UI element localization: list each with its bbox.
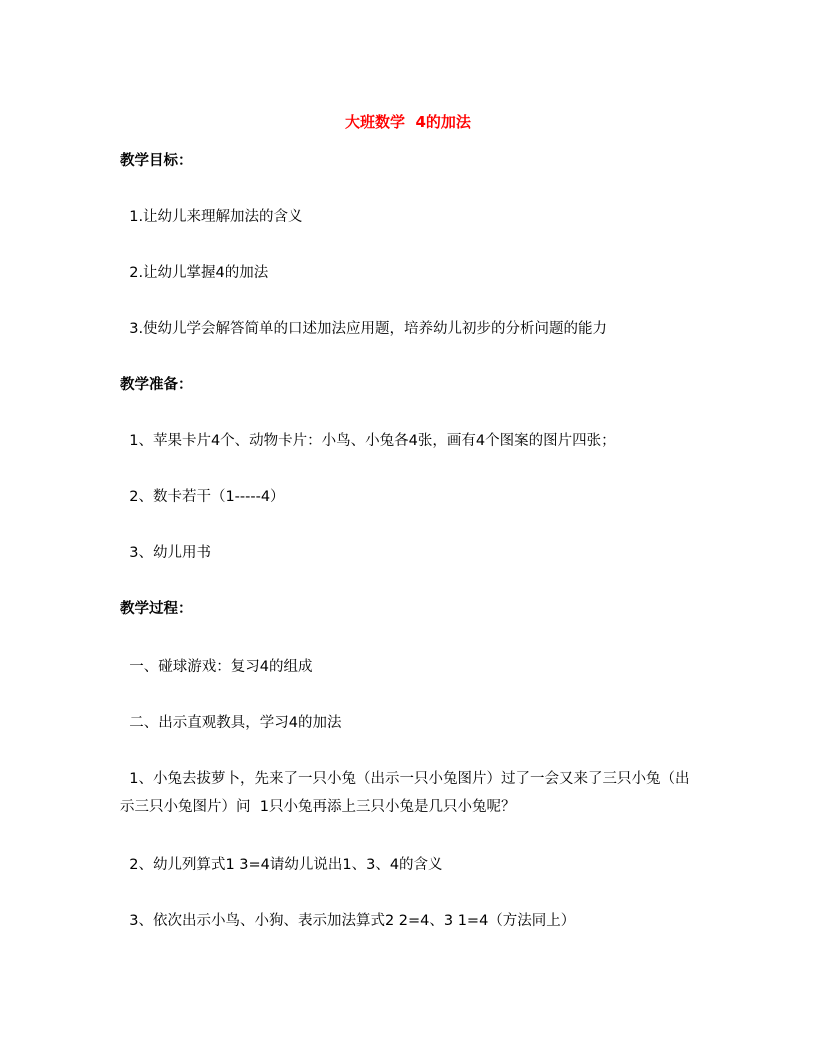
prep-item-3: 3、幼儿用书 (120, 545, 211, 561)
goal-item-2: 2.让幼儿掌握4的加法 (120, 265, 269, 281)
prep-item-2: 2、数卡若干（1-----4） (120, 489, 285, 505)
goals-heading: 教学目标： (120, 153, 193, 169)
document-title: 大班数学 4的加法 (345, 113, 471, 131)
prep-item-1: 1、苹果卡片4个、动物卡片：小鸟、小兔各4张，画有4个图案的图片四张； (120, 433, 616, 449)
process-heading: 教学过程： (120, 601, 193, 617)
goal-item-3: 3.使幼儿学会解答简单的口述加法应用题，培养幼儿初步的分析问题的能力 (120, 321, 608, 337)
process-item-4: 2、幼儿列算式1 3=4请幼儿说出1、3、4的含义 (120, 857, 443, 873)
process-item-1: 一、碰球游戏：复习4的组成 (120, 659, 313, 675)
process-item-3: 1、小兔去拔萝卜，先来了一只小兔（出示一只小兔图片）过了一会又来了三只小兔（出示三只小兔图片）问 1只小兔再添上三只小兔是几只小兔呢？ (120, 771, 690, 815)
goal-item-1: 1.让幼儿来理解加法的含义 (120, 209, 303, 225)
process-item-2: 二、出示直观教具，学习4的加法 (120, 715, 342, 731)
process-item-5: 3、依次出示小鸟、小狗、表示加法算式2 2=4、3 1=4（方法同上） (120, 913, 576, 929)
prep-heading: 教学准备： (120, 377, 193, 393)
